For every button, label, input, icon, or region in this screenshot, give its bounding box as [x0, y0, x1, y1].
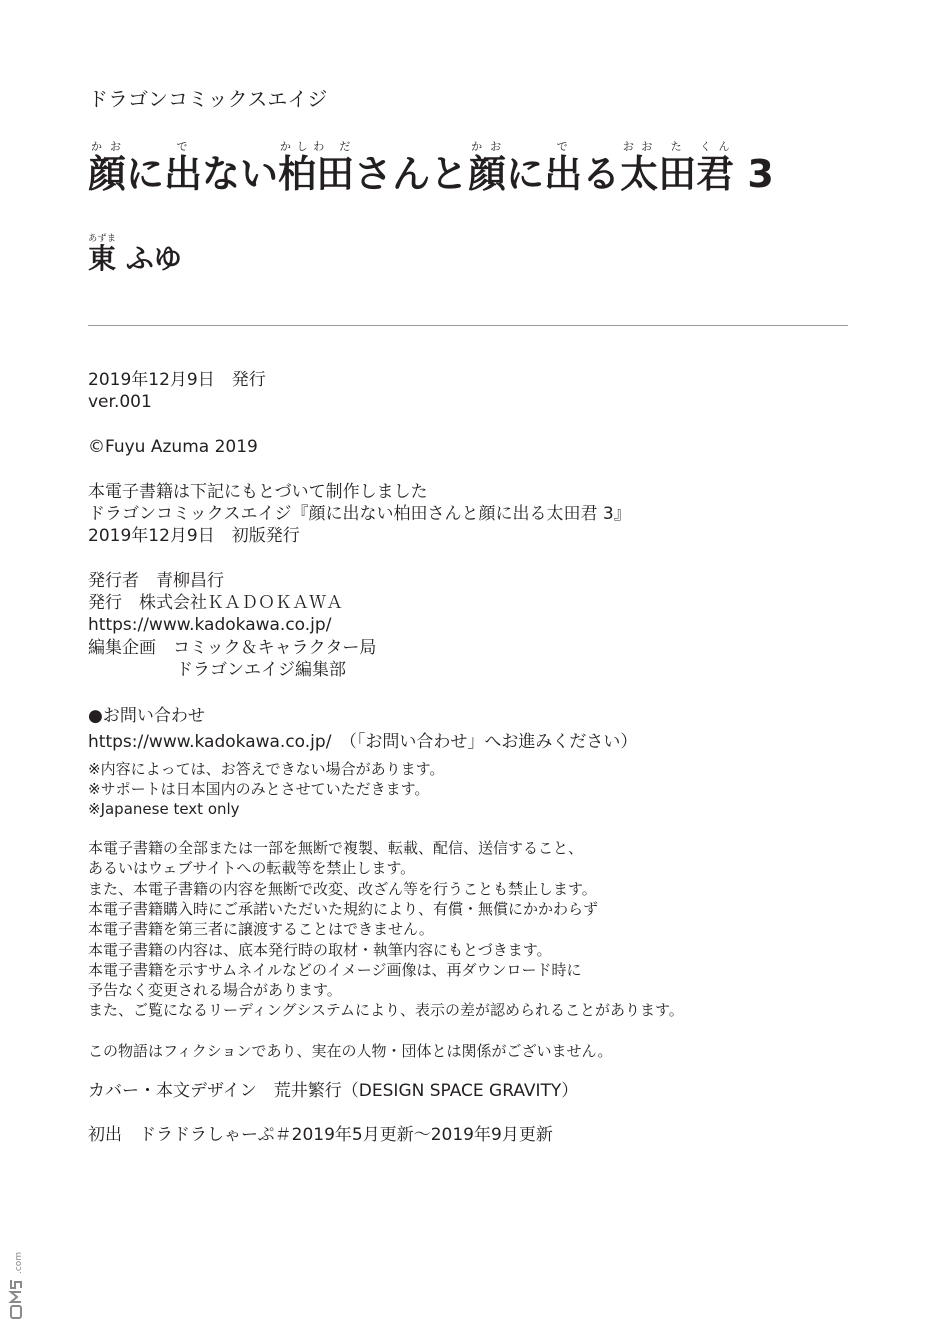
title-text: 3: [734, 152, 774, 196]
title-text: 太田君: [620, 152, 735, 196]
title-segment: [468, 140, 507, 196]
version: ver.001: [88, 392, 152, 412]
publisher-person: 発行者 青柳昌行: [88, 571, 224, 591]
title-ruby: かお: [468, 140, 507, 153]
legal-line: あるいはウェブサイトへの転載等を禁止します。: [88, 859, 416, 877]
book-title: [88, 140, 774, 204]
title-ruby: で: [544, 140, 583, 153]
legal-line: 本電子書籍購入時にご承諾いただいた規約により、有償・無償にかかわらず: [88, 900, 599, 918]
inquiry-heading: ●お問い合わせ: [88, 706, 205, 726]
legal-line: また、ご覧になるリーディングシステムにより、表示の差が認められることがあります。: [88, 1001, 684, 1019]
editorial-department: ドラゴンエイジ編集部: [176, 660, 346, 680]
title-ruby: かお: [88, 140, 127, 153]
author-kana: ふゆ: [116, 242, 182, 275]
source-book: ドラゴンコミックスエイジ『顔に出ない柏田さんと顔に出る太田君 3』: [88, 504, 631, 524]
publisher-url[interactable]: https://www.kadokawa.co.jp/: [88, 615, 332, 635]
title-text: ない: [202, 152, 279, 196]
author-kanji-text: 東: [88, 242, 117, 275]
inquiry-note: ※内容によっては、お答えできない場合があります。: [88, 760, 445, 778]
title-ruby: かしわ だ: [278, 140, 355, 153]
watermark-logo: [8, 1225, 30, 1320]
title-text: る: [582, 152, 621, 196]
title-text: 出: [544, 152, 583, 196]
design-credit: カバー・本文デザイン 荒井繁行（DESIGN SPACE GRAVITY）: [88, 1081, 579, 1101]
title-ruby: で: [164, 140, 203, 153]
author-ruby: あずま: [88, 234, 116, 244]
source-note: 本電子書籍は下記にもとづいて制作しました: [88, 482, 428, 502]
title-text: に: [506, 152, 545, 196]
copyright: ©Fuyu Azuma 2019: [88, 437, 258, 457]
publisher-company: 発行 株式会社ＫＡＤＯＫＡＷＡ: [88, 593, 343, 613]
author-kanji: [88, 234, 117, 275]
title-segment: [620, 140, 735, 196]
title-text: 顔: [88, 152, 127, 196]
fiction-disclaimer: この物語はフィクションであり、実在の人物・団体とは関係がございません。: [88, 1042, 613, 1060]
inquiry-note: ※サポートは日本国内のみとさせていただきます。: [88, 780, 430, 798]
inquiry-url[interactable]: https://www.kadokawa.co.jp/ （「お問い合わせ」へお進みください）: [88, 732, 638, 752]
title-segment: [544, 140, 583, 196]
title-text: 顔: [468, 152, 507, 196]
legal-line: 本電子書籍の内容は、底本発行時の取材・執筆内容にもとづきます。: [88, 941, 552, 959]
legal-line: 本電子書籍を示すサムネイルなどのイメージ画像は、再ダウンロード時に: [88, 961, 582, 979]
legal-line: また、本電子書籍の内容を無断で改変、改ざん等を行うことも禁止します。: [88, 880, 597, 898]
inquiry-note: ※Japanese text only: [88, 800, 240, 818]
title-segment: [164, 140, 203, 196]
svg-text:.com: .com: [14, 1251, 24, 1274]
publish-date: 2019年12月9日 発行: [88, 370, 266, 390]
title-text: さんと: [354, 152, 469, 196]
title-segment: [278, 140, 355, 196]
author-name: [88, 234, 182, 277]
divider: [88, 325, 848, 326]
title-text: 柏田: [278, 152, 355, 196]
title-ruby: おお た くん: [620, 140, 735, 153]
first-appearance: 初出 ドラドラしゃーぷ＃2019年5月更新～2019年9月更新: [88, 1125, 553, 1145]
title-segment: [88, 140, 127, 196]
title-text: 出: [164, 152, 203, 196]
legal-line: 本電子書籍の全部または一部を無断で複製、転載、配信、送信すること、: [88, 839, 584, 857]
imprint-label: ドラゴンコミックスエイジ: [88, 87, 328, 111]
title-text: に: [126, 152, 165, 196]
first-edition-date: 2019年12月9日 初版発行: [88, 526, 300, 546]
legal-line: 本電子書籍を第三者に譲渡することはできません。: [88, 920, 434, 938]
legal-line: 予告なく変更される場合があります。: [88, 981, 342, 999]
editorial-planning: 編集企画 コミック＆キャラクター局: [88, 638, 377, 658]
